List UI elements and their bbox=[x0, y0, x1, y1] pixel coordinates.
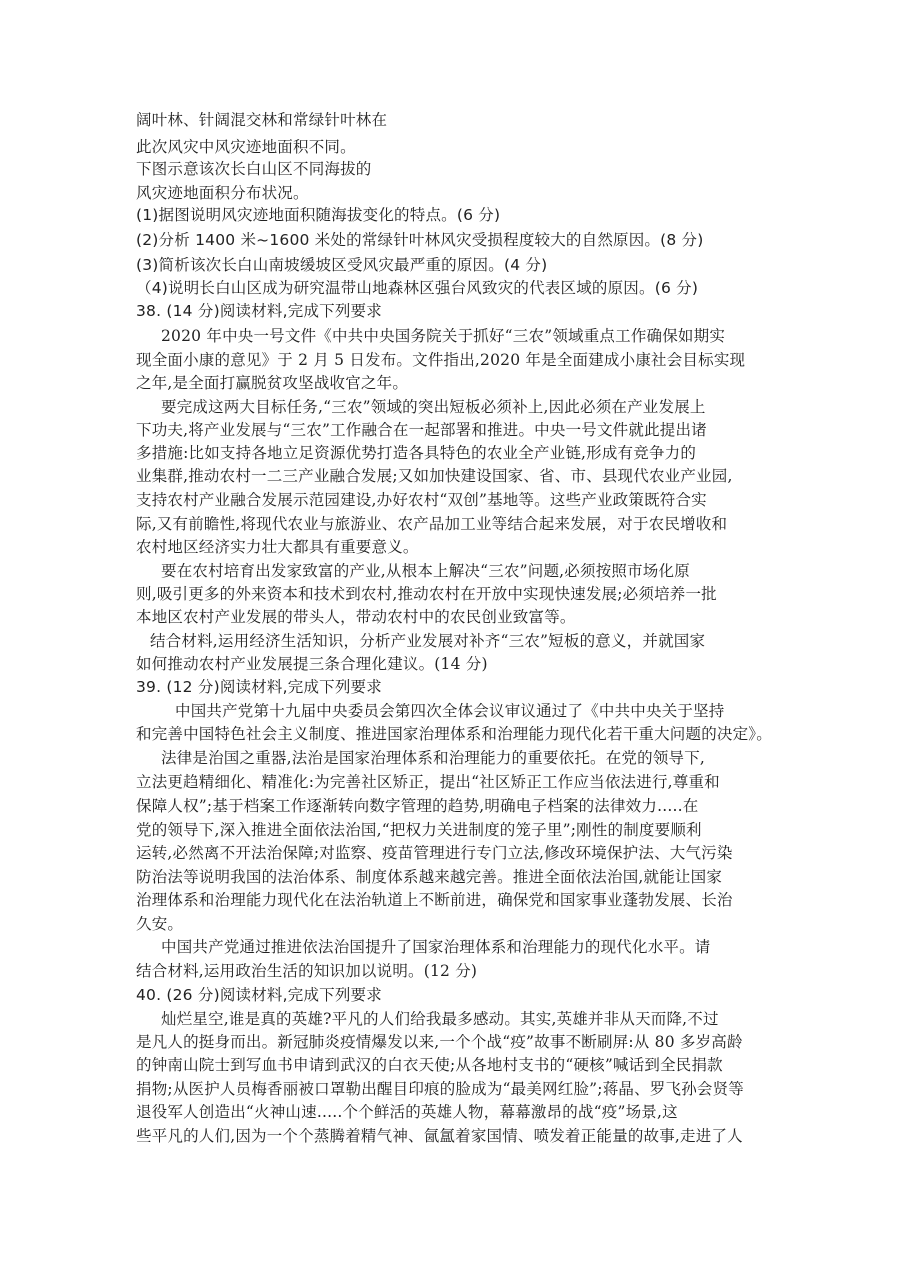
text-line: 风灾迹地面积分布状况。 bbox=[136, 184, 309, 202]
text-line: 则,吸引更多的外来资本和技术到农村,推动农村在开放中实现快速发展;必须培养一批 bbox=[136, 585, 717, 603]
question-item: （4)说明长白山区成为研究温带山地森林区强台风致灾的代表区域的原因。(6 分) bbox=[136, 279, 699, 297]
text-line: 捐物;从医护人员梅香丽被口罩勒出醒目印痕的脸成为“最美网红脸”;蒋晶、罗飞孙会贤等 bbox=[136, 1080, 744, 1098]
text-line: 退役军人创造出“火神山速.....个个鲜活的英雄人物，幕幕激昂的战“疫”场景,这 bbox=[136, 1103, 678, 1121]
text-line: 农村地区经济实力壮大都具有重要意义。 bbox=[136, 538, 419, 556]
text-line: 灿烂星空,谁是真的英雄?平凡的人们给我最多感动。其实,英雄并非从天而降,不过 bbox=[161, 1010, 719, 1028]
question-heading: 40. (26 分)阅读材料,完成下列要求 bbox=[136, 986, 382, 1004]
text-line: 如何推动农村产业发展提三条合理化建议。(14 分) bbox=[136, 655, 488, 673]
text-line: 运转,必然离不开法治保障;对监察、疫苗管理进行专门立法,修改环境保护法、大气污染 bbox=[136, 844, 733, 862]
text-line: 此次风灾中风灾迹地面积不同。 bbox=[136, 138, 356, 156]
text-line: 多措施:比如支持各地立足资源优势打造各具特色的农业全产业链,形成有竞争力的 bbox=[136, 444, 697, 462]
text-line: 中国共产党通过推进依法治国提升了国家治理体系和治理能力的现代化水平。请 bbox=[161, 938, 711, 956]
question-item: (1)据图说明风灾迹地面积随海拔变化的特点。(6 分) bbox=[136, 206, 501, 224]
text-line: 党的领导下,深入推进全面依法治国,“把权力关进制度的笼子里”;刚性的制度要顺利 bbox=[136, 821, 702, 839]
text-line: 阔叶林、针阔混交林和常绿针叶林在 bbox=[136, 111, 388, 129]
text-line: 2020 年中央一号文件《中共中央国务院关于抓好“三农”领域重点工作确保如期实 bbox=[161, 327, 726, 345]
text-line: 之年,是全面打赢脱贫攻坚战收官之年。 bbox=[136, 374, 409, 392]
text-line: 立法更趋精细化、精准化:为完善社区矫正，提出“社区矫正工作应当依法进行,尊重和 bbox=[136, 773, 720, 791]
text-line: 法律是治国之重器,法治是国家治理体系和治理能力的重要依托。在党的领导下, bbox=[161, 749, 706, 767]
text-line: 结合材料,运用政治生活的知识加以说明。(12 分) bbox=[136, 962, 478, 980]
text-line: 是凡人的挺身而出。新冠肺炎疫情爆发以来,一个个战“疫”故事不断刷屏:从 80 多岁高龄 bbox=[136, 1033, 743, 1051]
question-heading: 38. (14 分)阅读材料,完成下列要求 bbox=[136, 302, 382, 320]
text-line: 要在农村培育出发家致富的产业,从根本上解决“三农”问题,必须按照市场化原 bbox=[161, 562, 690, 580]
text-line: 的钟南山院士到写血书申请到武汉的白衣天使;从各地村支书的“硬核”喊话到全民捐款 bbox=[136, 1056, 723, 1074]
text-line: 防治法等说明我国的法治体系、制度体系越来越完善。推进全面依法治国,就能让国家 bbox=[136, 868, 723, 886]
question-item: (2)分析 1400 米~1600 米处的常绿针叶林风灾受损程度较大的自然原因。(8 分) bbox=[136, 231, 704, 249]
text-line: 要完成这两大目标任务,“三农”领域的突出短板必须补上,因此必须在产业发展上 bbox=[161, 398, 706, 416]
text-line: 些平凡的人们,因为一个个蒸腾着精气神、氤氲着家国情、喷发着正能量的故事,走进了人 bbox=[136, 1127, 743, 1145]
text-line: 下图示意该次长白山区不同海拔的 bbox=[136, 160, 372, 178]
question-heading: 39. (12 分)阅读材料,完成下列要求 bbox=[136, 678, 382, 696]
text-line: 中国共产党第十九届中央委员会第四次全体会议审议通过了《中共中央关于坚持 bbox=[175, 702, 725, 720]
text-line: 久安。 bbox=[136, 915, 184, 933]
text-line: 业集群,推动农村一二三产业融合发展;又如加快建设国家、省、市、县现代农业产业园, bbox=[136, 467, 733, 485]
text-line: 结合材料,运用经济生活知识，分析产业发展对补齐“三农”短板的意义，并就国家 bbox=[150, 632, 706, 650]
text-line: 际,又有前瞻性,将现代农业与旅游业、农产品加工业等结合起来发展，对于农民增收和 bbox=[136, 515, 728, 533]
text-line: 支持农村产业融合发展示范园建设,办好农村“双创”基地等。这些产业政策既符合实 bbox=[136, 491, 707, 509]
text-line: 保障人权”;基于档案工作逐渐转向数字管理的趋势,明确电子档案的法律效力.....在 bbox=[136, 797, 699, 815]
question-item: (3)简析该次长白山南坡缓坡区受风灾最严重的原因。(4 分) bbox=[136, 256, 548, 274]
text-line: 下功夫,将产业发展与“三农”工作融合在一起部署和推进。中央一号文件就此提出诸 bbox=[136, 421, 707, 439]
text-line: 和完善中国特色社会主义制度、推进国家治理体系和治理能力现代化若干重大问题的决定》。 bbox=[136, 725, 772, 743]
text-line: 本地区农村产业发展的带头人，带动农村中的农民创业致富等。 bbox=[136, 608, 576, 626]
text-line: 治理体系和治理能力现代化在法治轨道上不断前进，确保党和国家事业蓬勃发展、长治 bbox=[136, 891, 733, 909]
text-line: 现全面小康的意见》于 2 月 5 日发布。文件指出,2020 年是全面建成小康社会目标实现 bbox=[136, 351, 746, 369]
